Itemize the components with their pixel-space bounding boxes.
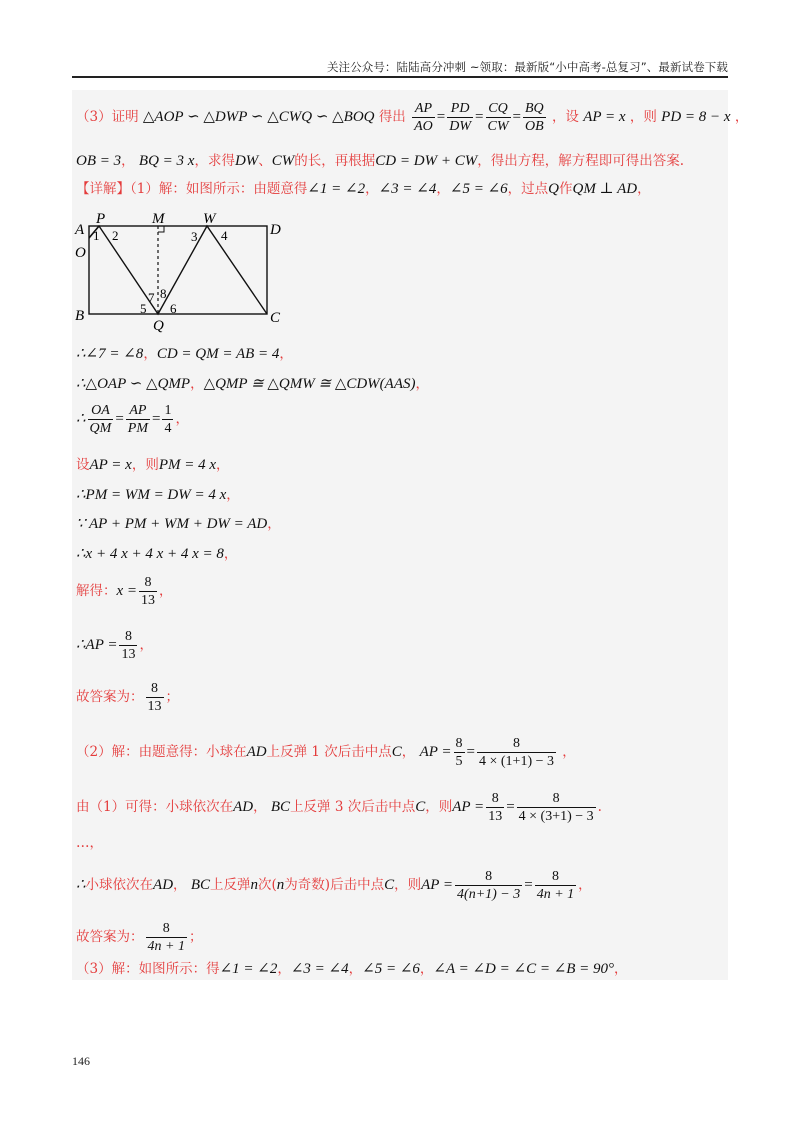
text-segment: 作	[558, 181, 573, 197]
text-segment: ，	[121, 153, 135, 169]
math-expression: DW	[234, 153, 259, 169]
line-15: 由（1）可得：小球依次在AD， BC上反弹 3 次后击中点C，则AP = $\frac{8}{13}$ = $\frac{8}{4 \times (3+1) - 3}$ .	[76, 791, 602, 824]
equals-sign: =	[115, 411, 124, 427]
text-segment: 上反弹 3 次后击中点	[290, 799, 416, 815]
math-expression: ∴PM = WM = DW = 4 x	[76, 487, 227, 503]
label-p: P	[96, 211, 106, 227]
math-expression: BC	[190, 877, 211, 893]
fraction-8-13: $\frac{8}{13}$	[147, 681, 162, 714]
text-segment: 得出	[378, 109, 406, 125]
math-similarity-chain: △AOP ∽ △DWP ∽ △CWQ ∽ △BOQ	[142, 109, 375, 125]
math-expression: Q	[548, 181, 559, 197]
fraction-bq-ob: $\frac{BQ}{OB}$	[524, 101, 544, 134]
text-segment: ，	[173, 877, 187, 893]
header-rule	[72, 76, 728, 78]
line-1: （3）证明 △AOP ∽ △DWP ∽ △CWQ ∽ △BOQ 得出 $\frac{AP}{AO}$ = $\frac{PD}{DW}$ = $\frac{CQ}{CW}$ = $\frac{BQ}{OB}$ ，设 AP = x ，则 PD = 8 − x ，	[76, 101, 749, 134]
math-expression: AP = x	[583, 109, 626, 125]
text-segment: （2）解：由题意得：小球在	[76, 744, 247, 760]
text-segment: （3）证明	[76, 109, 139, 125]
text-segment: ，过点	[507, 181, 549, 197]
fraction-one-quarter: $\frac{1}{4}$	[164, 403, 172, 436]
angle-label-5: 5	[140, 301, 147, 316]
text-segment: ，	[223, 546, 238, 562]
angle-label-1: 1	[93, 228, 100, 243]
fraction-8-4n1-3: $\frac{8}{4(n+1) - 3}$	[457, 869, 521, 902]
fraction-8-13: $\frac{8}{13}$	[141, 575, 156, 608]
label-q: Q	[153, 318, 164, 334]
angle-label-7: 7	[148, 290, 155, 305]
math-expression: AD	[153, 877, 174, 893]
line-19	[76, 960, 628, 978]
text-segment: ，	[279, 346, 293, 362]
text-segment: ，	[253, 799, 267, 815]
fraction-8-4x4-3: $\frac{8}{4 \times (3+1) - 3}$	[518, 791, 594, 824]
text-segment: 为奇数)后击中点	[284, 877, 385, 893]
line-9	[76, 515, 281, 533]
text-segment: ，	[159, 583, 173, 599]
line-14: （2）解：由题意得：小球在AD上反弹 1 次后击中点C， AP = $\frac{8}{5}$ = $\frac{8}{4 \times (1+1) - 3}$ ，	[76, 736, 576, 769]
text-segment: 上反弹	[210, 877, 251, 893]
line-18	[76, 920, 202, 955]
label-m: M	[152, 211, 165, 227]
text-segment: ，	[175, 411, 189, 427]
math-expression: PD = 8 − x	[661, 109, 731, 125]
ellipsis: …，	[76, 835, 103, 851]
math-expression: ∠1 = ∠2	[307, 181, 366, 197]
text-segment: 小球依次在	[85, 877, 154, 893]
text-segment: ，	[419, 961, 434, 977]
angle-label-3: 3	[191, 229, 198, 244]
text-segment: 由（1）可得：小球依次在	[76, 799, 234, 815]
label-b: B	[75, 308, 85, 324]
text-segment: ，则	[131, 457, 159, 473]
text-segment: ，得出方程，解方程即可得出答案.	[477, 153, 684, 169]
math-expression: PM = 4 x	[158, 457, 217, 473]
line-16	[76, 834, 103, 852]
line-11	[76, 574, 173, 609]
text-segment: ，	[143, 346, 157, 362]
text-segment: ，设	[551, 109, 579, 125]
line-10	[76, 545, 237, 563]
math-expression: AD	[233, 799, 254, 815]
text-segment: ，则	[394, 877, 422, 893]
fraction-ap-pm: $\frac{AP}{PM}$	[127, 403, 149, 436]
text-segment: ，则	[629, 109, 657, 125]
text-segment: 的长，再根据	[294, 153, 376, 169]
text-segment: ，	[277, 961, 291, 977]
angle-label-8: 8	[160, 286, 167, 301]
text-segment: ，	[365, 181, 379, 197]
math-expression: AP =	[452, 799, 485, 815]
line-12	[76, 628, 153, 663]
text-segment: 解得：	[76, 583, 117, 599]
math-expression: OB = 3	[76, 153, 122, 169]
math-expression: ∠3 = ∠4	[378, 181, 437, 197]
math-expression: ∠1 = ∠2	[219, 961, 278, 977]
fraction-8-4x2-3: $\frac{8}{4 \times (1+1) - 3}$	[478, 736, 554, 769]
text-segment: ，	[216, 457, 230, 473]
line-6: ∴ $\frac{OA}{QM}$ = $\frac{AP}{PM}$ = $\frac{1}{4}$ ，	[76, 403, 189, 436]
text-segment: ，	[401, 744, 416, 760]
math-expression: AD	[246, 744, 267, 760]
math-expression: C	[415, 799, 426, 815]
text-segment: （3）解：如图所示：得	[76, 961, 220, 977]
text-segment: ，	[734, 109, 749, 125]
fraction-8-5: $\frac{8}{5}$	[455, 736, 463, 769]
math-expression: BQ = 3 x	[138, 153, 195, 169]
text-segment: ，	[436, 181, 450, 197]
label-w: W	[203, 211, 216, 227]
text-segment: ，	[139, 637, 153, 653]
math-expression: ∴∠7 = ∠8	[76, 346, 144, 362]
rectangle-reflection-figure	[74, 210, 284, 340]
fraction-8-13: $\frac{8}{13}$	[488, 791, 503, 824]
text-segment: ，	[578, 877, 592, 893]
math-expression: CD = DW + CW	[375, 153, 478, 169]
math-expression: BC	[270, 799, 291, 815]
math-expression: ∠5 = ∠6	[362, 961, 420, 977]
angle-label-2: 2	[112, 228, 119, 243]
math-expression: ∴AP =	[76, 637, 118, 653]
math-expression: n	[276, 877, 285, 893]
text-segment: （1）解：如图所示：由题意得	[130, 181, 308, 197]
text-segment: ，	[190, 376, 204, 392]
line-17: ∴小球依次在AD， BC上反弹n次(n为奇数)后击中点C，则AP = $\frac{8}{4(n+1) - 3}$ = $\frac{8}{4n + 1}$ ，	[76, 869, 592, 902]
math-expression: ∴x + 4 x + 4 x + 4 x = 8	[76, 546, 224, 562]
text-segment: ；	[188, 929, 203, 945]
math-expression: QM ⊥ AD	[572, 181, 638, 197]
math-expression: ∵ AP + PM + WM + DW = AD	[76, 516, 268, 532]
math-expression: ∠3 = ∠4	[290, 961, 349, 977]
angle-label-4: 4	[221, 228, 228, 243]
math-expression: ∠5 = ∠6	[449, 181, 508, 197]
math-expression: C	[391, 744, 402, 760]
text-segment: 故答案为：	[76, 929, 144, 945]
math-expression: ∴△OAP ∽ △QMP	[76, 376, 191, 392]
math-expression: AP =	[421, 877, 454, 893]
detail-label: 【详解】	[76, 181, 130, 197]
text-segment: 设	[76, 457, 90, 473]
text-segment: 、	[258, 153, 272, 169]
fraction-oa-qm: $\frac{OA}{QM}$	[89, 403, 112, 436]
text-segment: ，	[415, 376, 429, 392]
line-2	[76, 152, 684, 170]
math-symbol: ∴	[76, 411, 86, 427]
line-8	[76, 486, 240, 504]
text-segment: 上反弹 1 次后击中点	[266, 744, 392, 760]
label-c: C	[270, 310, 281, 326]
line-7	[76, 456, 230, 474]
line-3	[76, 180, 651, 198]
fraction-8-4n-plus-1: $\frac{8}{4n + 1}$	[536, 869, 575, 902]
math-expression: △QMP ≅ △QMW ≅ △CDW(AAS)	[203, 376, 416, 392]
text-segment: 故答案为：	[76, 689, 144, 705]
line-4	[76, 345, 293, 363]
line-5	[76, 375, 429, 393]
text-segment: ，求得	[194, 153, 235, 169]
fraction-pd-dw: $\frac{PD}{DW}$	[449, 101, 472, 134]
page-header: 关注公众号：陆陆高分冲刺 ~领取：最新版“小中高考-总复习”、最新试卷下载	[326, 60, 728, 74]
page-number: 146	[72, 1054, 90, 1068]
fraction-8-4n-plus-1: $\frac{8}{4n + 1}$	[147, 921, 185, 954]
math-expression: C	[384, 877, 395, 893]
text-segment: ；	[165, 689, 179, 705]
text-segment: .	[597, 799, 602, 815]
text-segment: ，	[614, 961, 628, 977]
math-expression: ∠A = ∠D = ∠C = ∠B = 90°	[433, 961, 615, 977]
fraction-cq-cw: $\frac{CQ}{CW}$	[487, 101, 509, 134]
math-expression: x =	[116, 583, 138, 599]
text-segment: ，	[267, 516, 281, 532]
text-segment: ，	[348, 961, 363, 977]
math-expression: AP =	[419, 744, 452, 760]
math-expression: AP = x	[89, 457, 132, 473]
fraction-ap-ao: $\frac{AP}{AO}$	[414, 101, 433, 134]
fraction-8-13: $\frac{8}{13}$	[121, 629, 136, 662]
solution-block	[72, 90, 749, 980]
text-segment: ，则	[425, 799, 453, 815]
label-o: O	[75, 245, 86, 261]
label-a: A	[75, 222, 85, 238]
angle-label-6: 6	[170, 301, 177, 316]
text-segment: 次(	[258, 877, 277, 893]
math-expression: n	[250, 877, 259, 893]
text-segment: ，	[562, 744, 576, 760]
line-13	[76, 680, 179, 715]
text-segment: ，	[226, 487, 240, 503]
text-segment: ，	[637, 181, 651, 197]
label-d: D	[270, 222, 281, 238]
math-expression: CD = QM = AB = 4	[156, 346, 280, 362]
math-symbol: ∴	[76, 877, 86, 893]
math-expression: CW	[271, 153, 295, 169]
